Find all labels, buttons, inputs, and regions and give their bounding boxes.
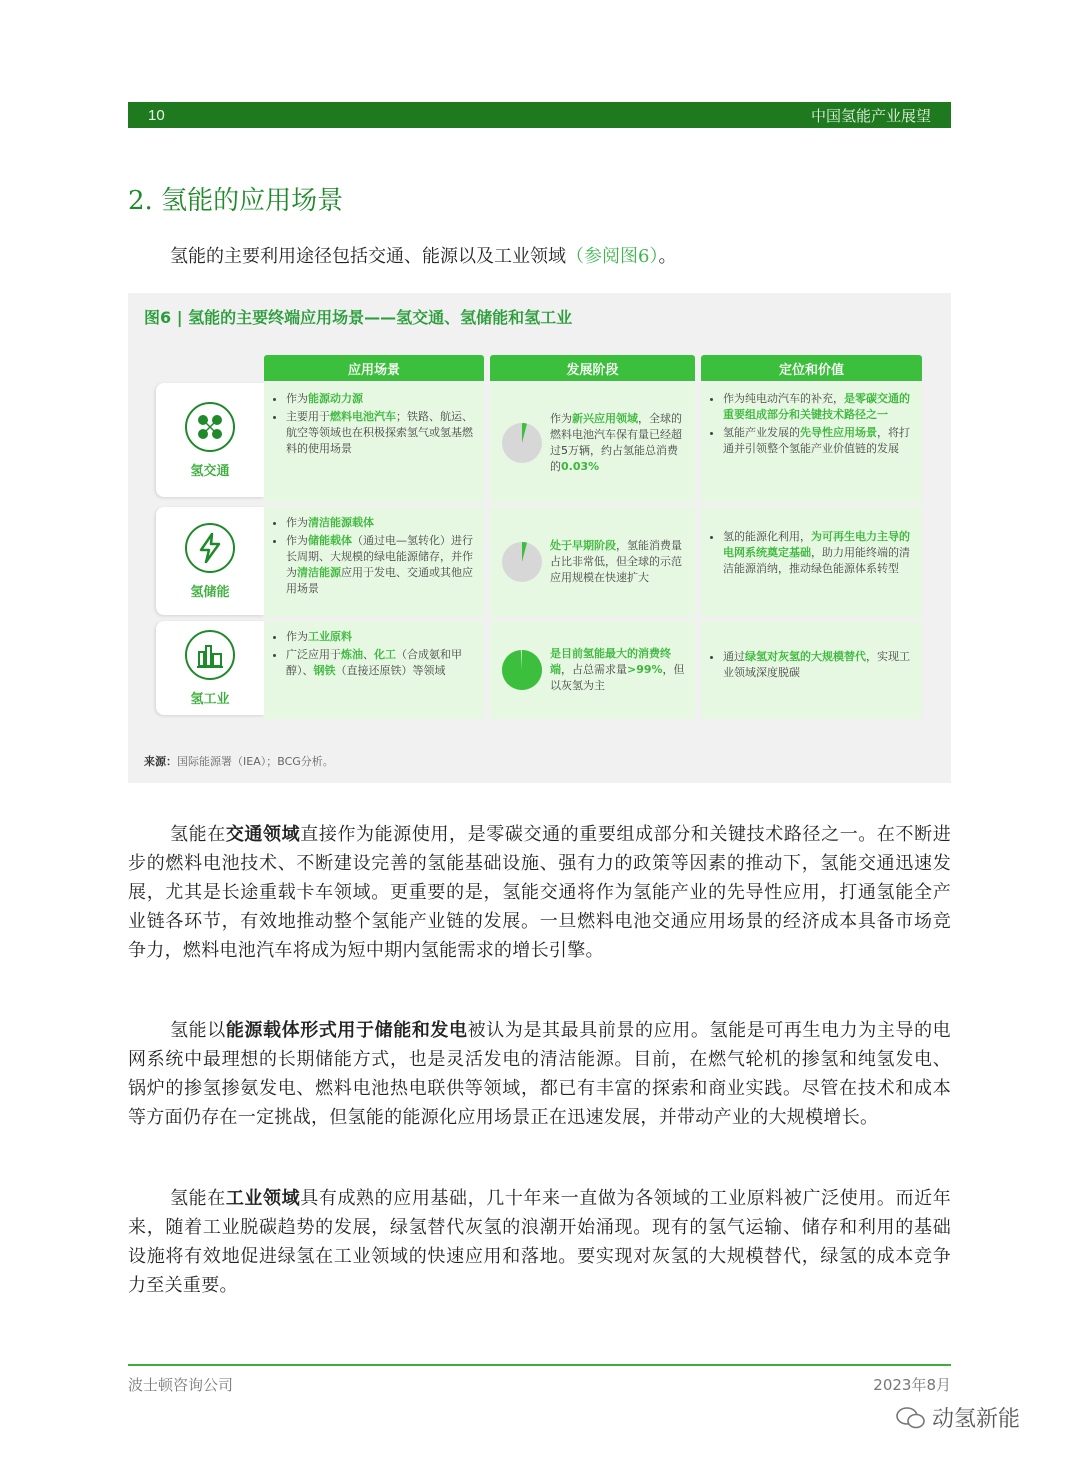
row-label-industry: 氢工业 — [156, 621, 264, 715]
cell-transport-value: • 作为纯电动汽车的补充，是零碳交通的重要组成部分和关键技术路径之一 • 氢能产业发展的先导性应用场景，将打通并引领整个氢能产业价值链的发展 — [701, 383, 922, 503]
figure-reference-link[interactable]: （参阅图6） — [566, 246, 659, 267]
footer-date: 2023年8月 — [873, 1376, 951, 1394]
cell-industry-application: • 作为工业原料 • 广泛应用于炼油、化工（合成氨和甲醇）、钢铁（直接还原铁）等领域 — [264, 621, 484, 719]
footer-company: 波士顿咨询公司 — [128, 1376, 234, 1394]
row-label-storage: 氢储能 — [156, 507, 264, 615]
report-title: 中国氢能产业展望 — [810, 107, 931, 125]
industry-share-pie — [500, 648, 544, 692]
row-label-transport: 氢交通 — [156, 383, 264, 497]
column-header-application: 应用场景 — [264, 355, 484, 381]
paragraph-transport: 氢能在交通领域直接作为能源使用，是零碳交通的重要组成部分和关键技术路径之一。在不断进步的燃料电池技术、不断建设完善的氢能基础设施、强有力的政策等因素的推动下，氢能交通迅速发展，尤其是长途重载卡车领域。更重要的是，氢能交通将作为氢能产业的先导性应用，打通氢能全产业链各环节，有效地推动整个氢能产业链的发展。一旦燃料电池交通应用场景的经济成本具备市场竞争力，燃料电池汽车将成为短中期内氢能需求的增长引擎。 — [128, 824, 952, 961]
column-header-value: 定位和价值 — [701, 355, 922, 381]
footer-divider — [128, 1364, 951, 1366]
figure-6 — [128, 293, 951, 783]
transport-network-icon — [185, 402, 235, 452]
paragraph-industry: 氢能在工业领域具有成熟的应用基础，几十年来一直做为各领域的工业原料被广泛使用。而近年来，随着工业脱碳趋势的发展，绿氢替代灰氢的浪潮开始涌现。现有的氢气运输、储存和利用的基础设施将有效地促进绿氢在工业领域的快速应用和落地。要实现对灰氢的大规模替代，绿氢的成本竞争力至关重要。 — [128, 1188, 952, 1296]
pie-slice-氢工业 — [502, 650, 542, 690]
page-header-bar — [128, 102, 951, 128]
figure-title: 图6 | 氢能的主要终端应用场景——氢交通、氢储能和氢工业 — [144, 308, 573, 327]
intro-sentence: 氢能的主要利用途径包括交通、能源以及工业领域（参阅图6）。 — [170, 246, 677, 267]
paragraph-storage: 氢能以能源载体形式用于储能和发电被认为是其最具前景的应用。氢能是可再生电力为主导的电网系统中最理想的长期储能方式，也是灵活发电的清洁能源。目前，在燃气轮机的掺氢和纯氢发电、锅炉的掺氢掺氨发电、燃料电池热电联供等领域，都已有丰富的探索和商业实践。尽管在技术和成本等方面仍存在一定挑战，但氢能的能源化应用场景正在迅速发展，并带动产业的大规模增长。 — [128, 1020, 951, 1128]
column-header-stage: 发展阶段 — [490, 355, 695, 381]
wechat-icon — [896, 1406, 926, 1430]
cell-transport-stage: 作为新兴应用领域，全球的燃料电池汽车保有量已经超过5万辆，约占氢能总消费的0.03% — [490, 383, 695, 503]
transport-share-pie — [500, 421, 544, 465]
lightning-icon — [185, 523, 235, 573]
figure-source: 来源：国际能源署（IEA）；BCG分析。 — [144, 755, 334, 768]
storage-share-pie — [500, 540, 544, 584]
cell-storage-application: • 作为清洁能源载体 • 作为储能载体（通过电—氢转化）进行长周期、大规模的绿电能源储存，并作为清洁能源应用于发电、交通或其他应用场景 — [264, 507, 484, 617]
page-number: 10 — [148, 106, 165, 124]
watermark: 动氢新能 — [896, 1402, 1020, 1433]
cell-storage-stage: 处于早期阶段，氢能消费量占比非常低，但全球的示范应用规模在快速扩大 — [490, 507, 695, 617]
section-title: 2. 氢能的应用场景 — [128, 186, 344, 216]
cell-industry-stage: 是目前氢能最大的消费终端，占总需求量>99%，但以灰氢为主 — [490, 621, 695, 719]
cell-storage-value: • 氢的能源化利用，为可再生电力主导的电网系统奠定基础，助力用能终端的清洁能源消纳，推动绿色能源体系转型 — [701, 507, 922, 617]
cell-transport-application: • 作为能源动力源 • 主要用于燃料电池汽车；铁路、航运、航空等领域也在积极探索氢气或氢基燃料的使用场景 — [264, 383, 484, 503]
factory-icon — [185, 630, 235, 680]
cell-industry-value: • 通过绿氢对灰氢的大规模替代，实现工业领域深度脱碳 — [701, 621, 922, 719]
